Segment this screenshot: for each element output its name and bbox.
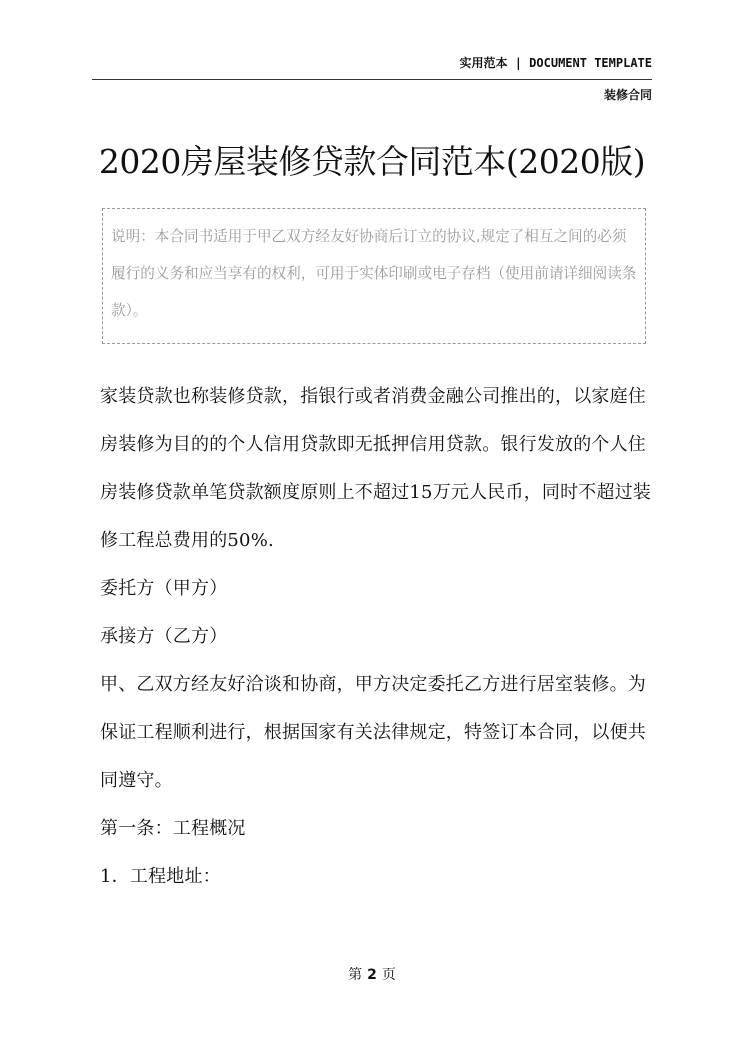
page-prefix: 第 bbox=[348, 967, 363, 983]
paragraph-party-b: 承接方（乙方） bbox=[100, 626, 228, 647]
paragraph-party-a: 委托方（甲方） bbox=[100, 578, 228, 599]
page-suffix: 页 bbox=[381, 967, 396, 983]
header-divider bbox=[92, 79, 652, 80]
document-title: 2020房屋装修贷款合同范本(2020版) bbox=[98, 142, 646, 181]
article-heading: 第一条：工程概况 bbox=[100, 818, 246, 839]
paragraph-address: 1．工程地址： bbox=[100, 866, 221, 887]
header-brand: 实用范本 | DOCUMENT TEMPLATE bbox=[459, 56, 652, 70]
paragraph-agreement: 甲、乙双方经友好洽谈和协商，甲方决定委托乙方进行居室装修。为保证工程顺利进行，根据国家有关法律规定，特签订本合同，以便共同遵守。 bbox=[100, 674, 646, 791]
header-category: 装修合同 bbox=[603, 88, 652, 102]
page-number-value: 2 bbox=[367, 967, 377, 983]
page-number bbox=[0, 964, 744, 984]
notice-box: 说明：本合同书适用于甲乙双方经友好协商后订立的协议,规定了相互之间的必须履行的义务和应当享有的权利，可用于实体印刷或电子存档（使用前请详细阅读条款）。 bbox=[102, 208, 646, 344]
document-body bbox=[100, 373, 652, 901]
paragraph-intro: 家装贷款也称装修贷款，指银行或者消费金融公司推出的，以家庭住房装修为目的的个人信用贷款即无抵押信用贷款。银行发放的个人住房装修贷款单笔贷款额度原则上不超过15万元人民币，同时不超过装修工程总费用的50%. bbox=[100, 386, 652, 551]
